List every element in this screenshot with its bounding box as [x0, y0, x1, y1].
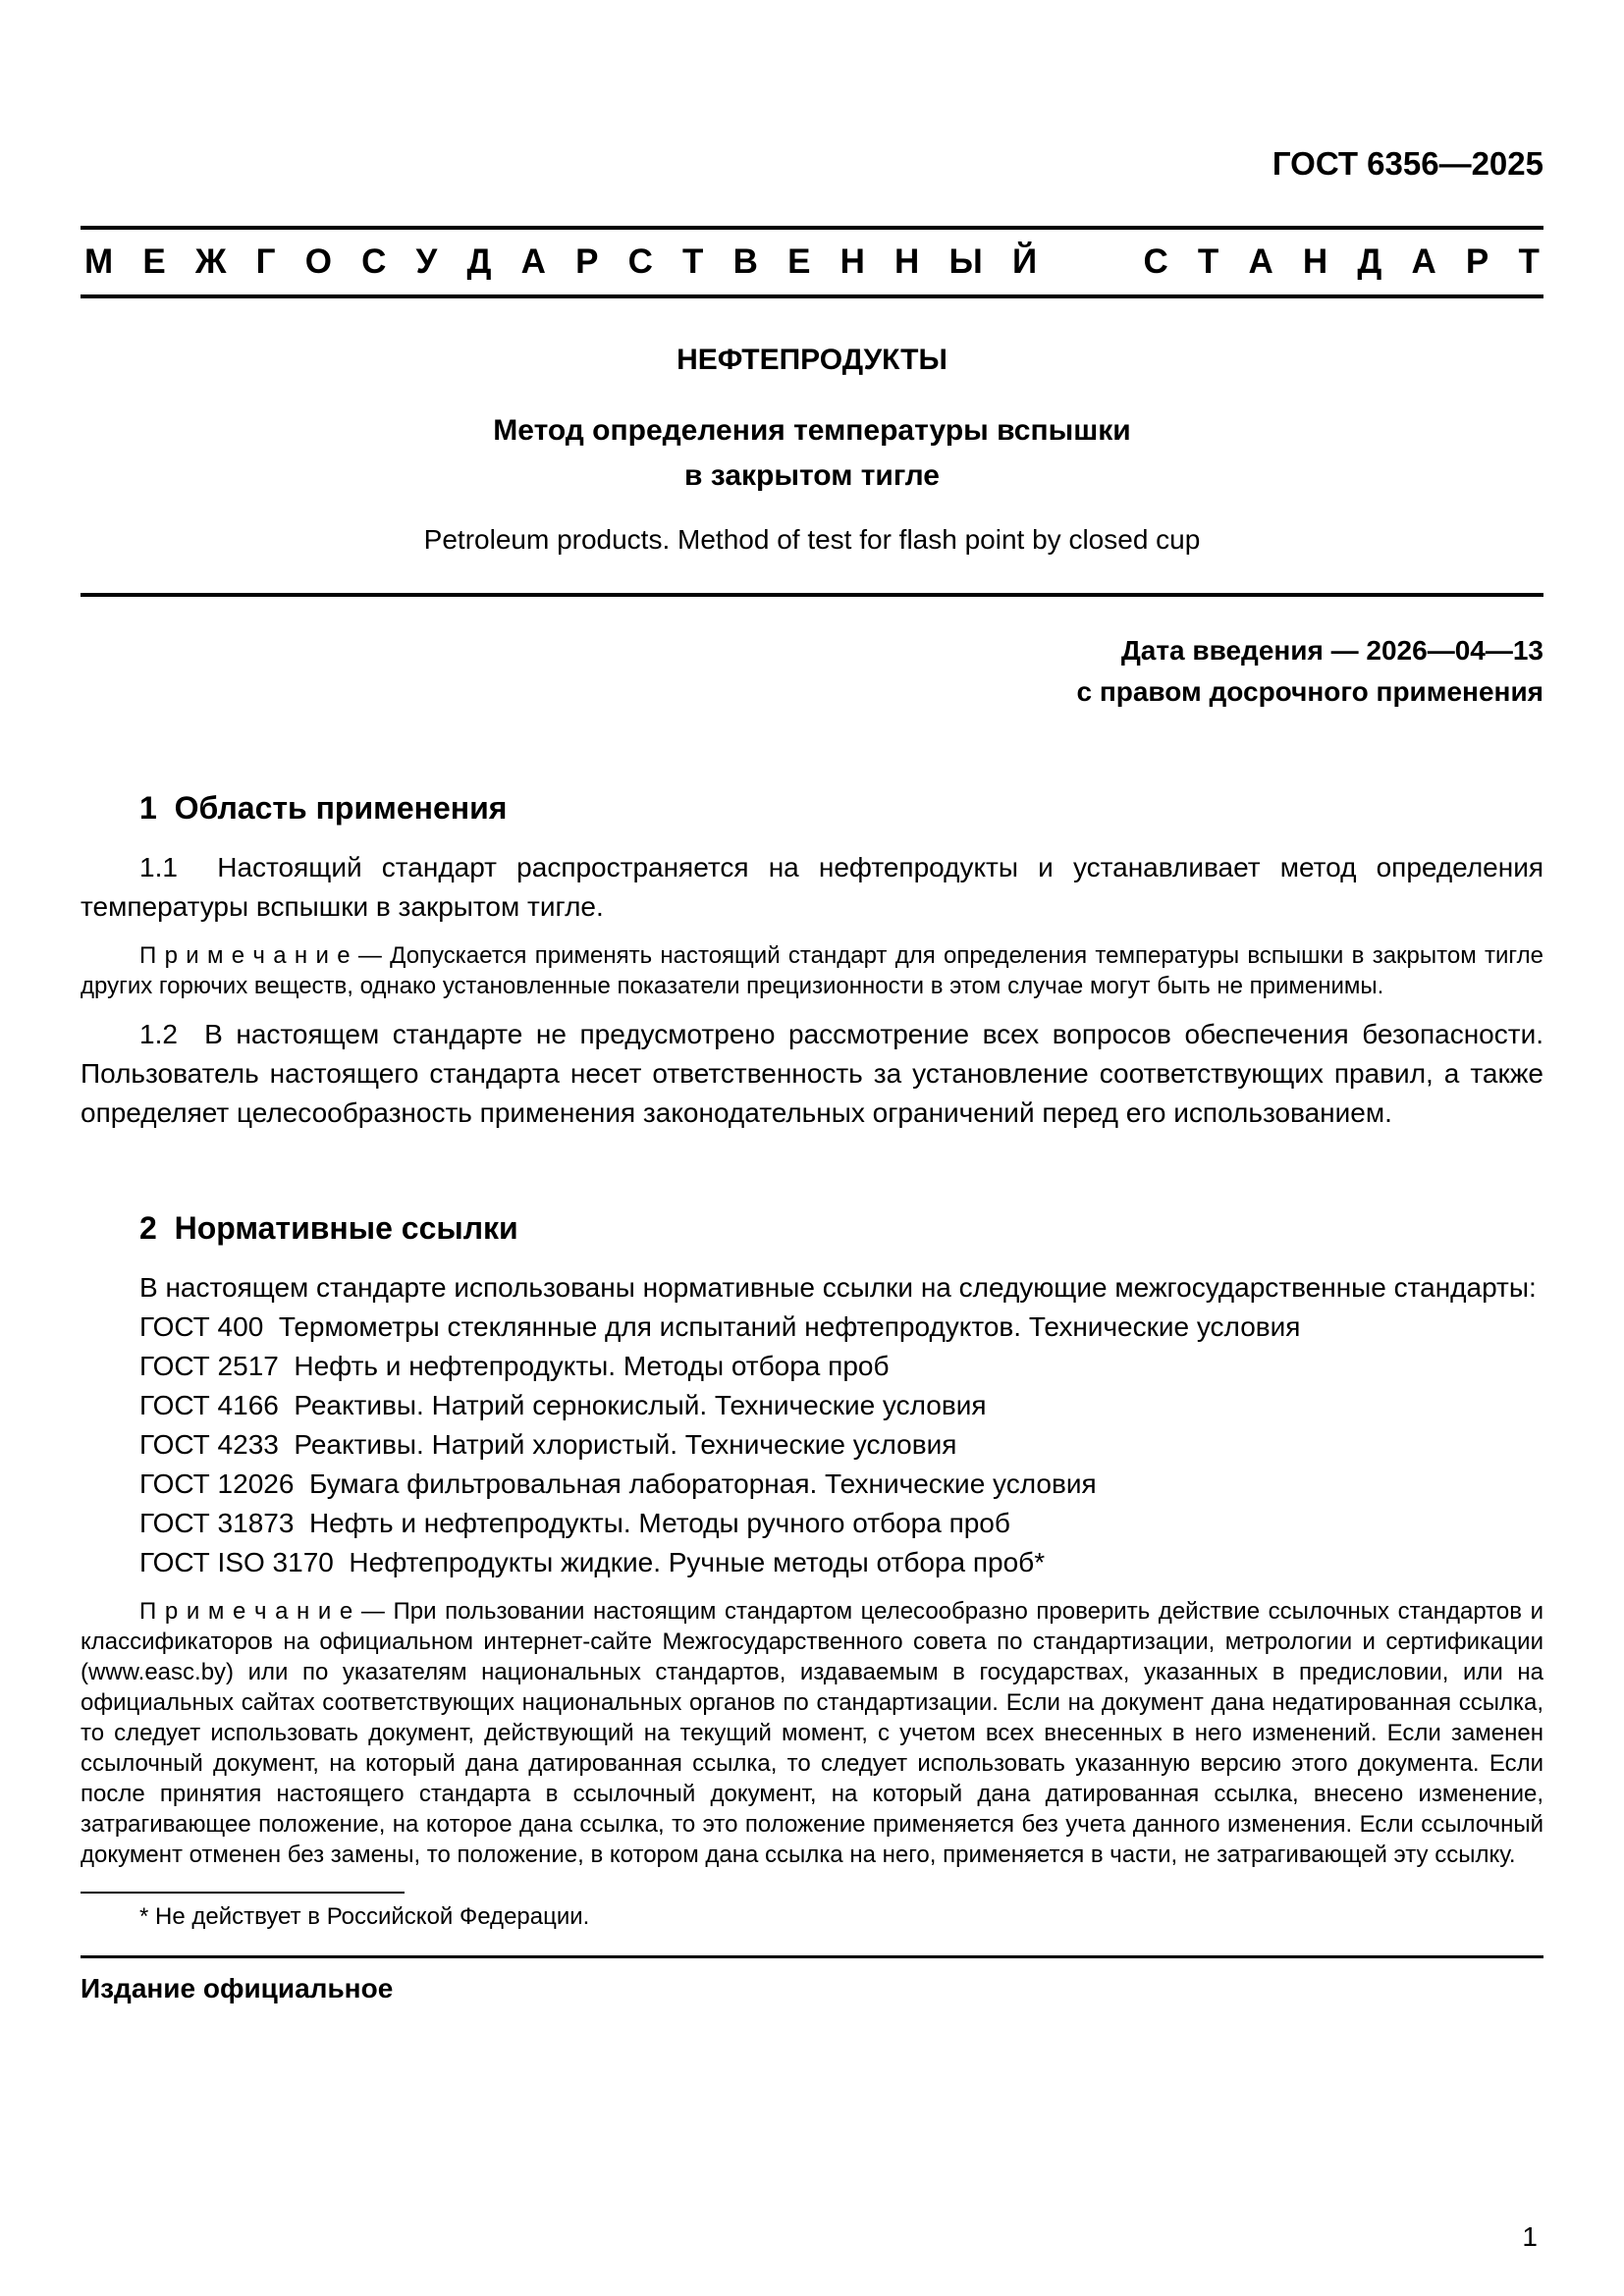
footnote-separator	[81, 1892, 405, 1894]
document-subject: НЕФТЕПРОДУКТЫ	[677, 344, 947, 376]
footer-rule	[81, 1955, 1543, 1958]
effective-date-block	[81, 630, 1543, 713]
edition-note: Издание официальное	[81, 1973, 394, 2003]
effective-date: Дата введения — 2026—04—13	[1120, 635, 1543, 666]
doc-number: ГОСТ 6356—2025	[1272, 145, 1543, 182]
reference-item: ГОСТ 2517 Нефть и нефтепродукты. Методы отбора проб	[139, 1351, 890, 1381]
references-list	[139, 1308, 1543, 1582]
footnote: * Не действует в Российской Федерации.	[139, 1903, 590, 1930]
title-line-2: в закрытом тигле	[684, 459, 940, 492]
section-2-intro: В настоящем стандарте использованы нормативные ссылки на следующие межгосударственные стандарты:	[139, 1272, 1537, 1303]
reference-item: ГОСТ 4233 Реактивы. Натрий хлористый. Технические условия	[139, 1429, 957, 1460]
header-rule-bottom	[81, 294, 1543, 298]
reference-item: ГОСТ 31873 Нефть и нефтепродукты. Методы ручного отбора проб	[139, 1508, 1010, 1538]
document-title	[81, 408, 1543, 499]
section-2-heading: 2 Нормативные ссылки	[139, 1210, 518, 1246]
page-number: 1	[1522, 2221, 1538, 2252]
reference-item: ГОСТ ISO 3170 Нефтепродукты жидкие. Ручные методы отбора проб*	[139, 1547, 1046, 1577]
section-2-note: П р и м е ч а н и е — При пользовании настоящим стандартом целесообразно проверить действие ссылочных стандартов и классификаторов на официальном интернет-сайте Межгосударственного совета по стандартизации, метрологии и сертификации (www.easc.by) или по указателям национальных стандартов, издаваемым в государствах, указанных в предисловии, или на официальных сайтах соответствующих национальных органов по стандартизации. Если на документ дана недатированная ссылка, то следует использовать документ, действующий на текущий момент, с учетом всех внесенных в него изменений. Если заменен ссылочный документ, на который дана датированная ссылка, то следует использовать указанную версию этого документа. Если после принятия настоящего стандарта в ссылочный документ, на который дана датированная ссылка, внесено изменение, затрагивающее положение, на которое дана ссылка, то это положение применяется без учета данного изменения. Если ссылочный документ отменен без замены, то положение, в котором дана ссылка на него, применяется в части, не затрагивающей эту ссылку.	[81, 1598, 1543, 1868]
reference-item: ГОСТ 12026 Бумага фильтровальная лабораторная. Технические условия	[139, 1468, 1097, 1499]
reference-item: ГОСТ 400 Термометры стеклянные для испытаний нефтепродуктов. Технические условия	[139, 1311, 1301, 1342]
clause-1-2: 1.2 В настоящем стандарте не предусмотрено рассмотрение всех вопросов обеспечения безопасности. Пользователь настоящего стандарта несет ответственность за установление соответствующих правил, а также определяет целесообразность применения законодательных ограничений перед его использованием.	[81, 1019, 1543, 1128]
clause-1-1: 1.1 Настоящий стандарт распространяется на нефтепродукты и устанавливает метод определения температуры вспышки в закрытом тигле.	[81, 852, 1543, 922]
early-application-note: с правом досрочного применения	[1076, 676, 1543, 707]
title-line-1: Метод определения температуры вспышки	[493, 414, 1131, 447]
standard-type-heading: М Е Ж Г О С У Д А Р С Т В Е Н Н Ы Й С Т А Н Д А Р Т	[84, 242, 1540, 281]
title-rule	[81, 593, 1543, 597]
reference-item: ГОСТ 4166 Реактивы. Натрий сернокислый. Технические условия	[139, 1390, 987, 1420]
document-title-en: Petroleum products. Method of test for flash point by closed cup	[423, 524, 1201, 555]
section-1-heading: 1 Область применения	[139, 790, 508, 826]
section-1-note: П р и м е ч а н и е — Допускается применять настоящий стандарт для определения температуры вспышки в закрытом тигле других горючих веществ, однако установленные показатели прецизионности в этом случае могут быть не применимы.	[81, 942, 1543, 999]
